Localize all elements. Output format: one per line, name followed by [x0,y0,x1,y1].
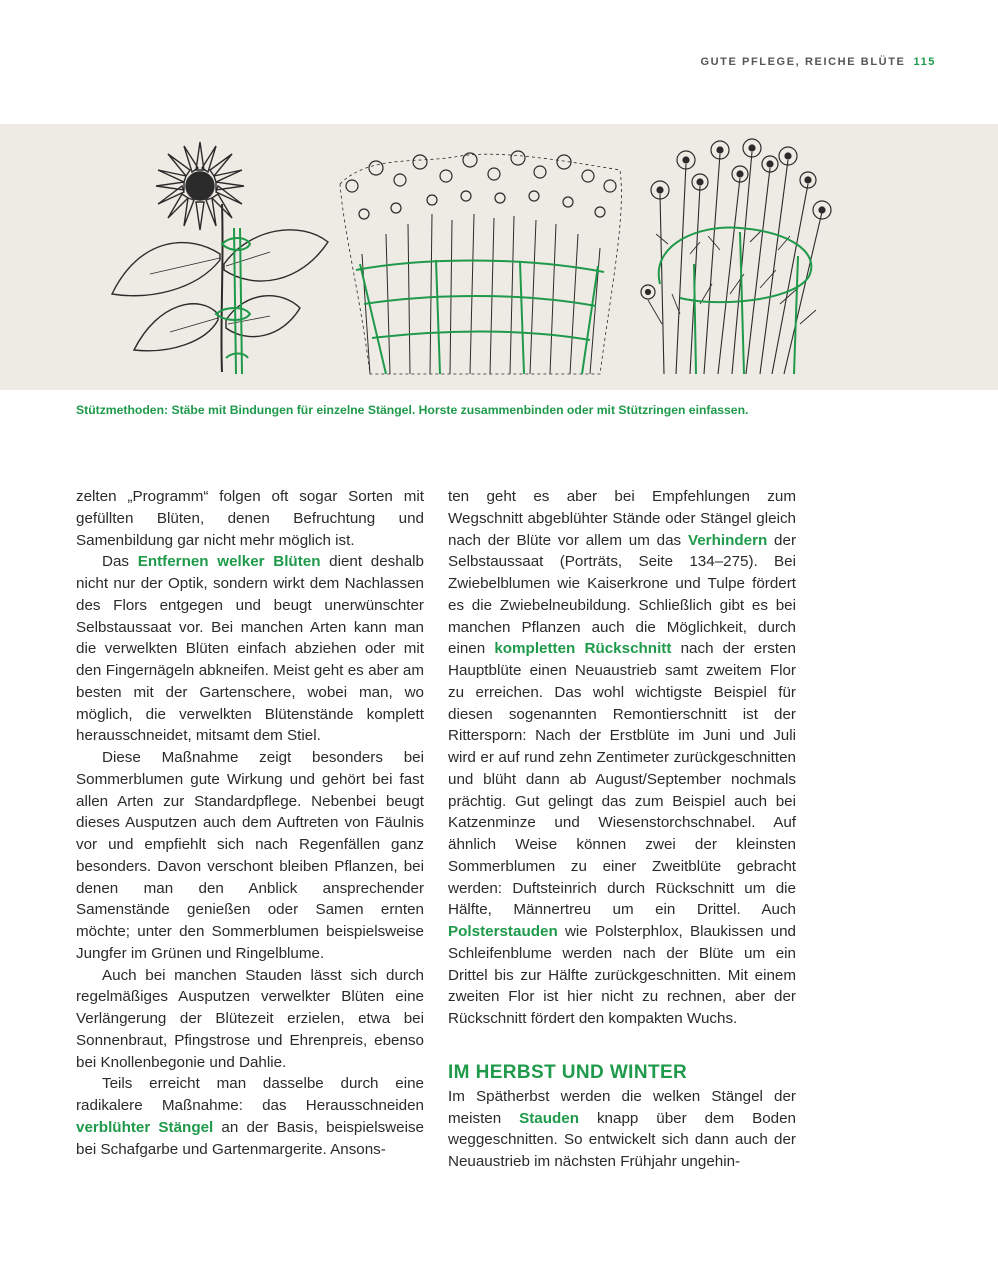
text-run: wie Polsterphlox, Blaukissen und Schleifenblume werden nach der Blüte um ein Drittel bis zur Hälfte zurückgeschnitten. Mit einem zweiten Flor ist hier nicht zu rechnen, aber der Rückschnitt fördert den kompakten Wuchs. [448,923,796,1027]
paragraph: zelten „Programm“ folgen oft sogar Sorten mit gefüllten Blüten, denen Befruchtung und Samenbildung gar nicht mehr möglich ist. [76,488,424,549]
running-head [700,56,936,68]
paragraph [76,1073,424,1160]
text-run: nach der ersten Hauptblüte einen Neuaustrieb samt zweitem Flor zu erreichen. Das wohl wichtigste Beispiel für diesen sogenannten Remontierschnitt ist der Rittersporn: Nach der Erstblüte im Juni und Juli wird er auf rund zehn Zentimeter zurückgeschnitten und blüht dann ab August/September nochmals prächtig. Gut gelingt das zum Beispiel auch bei Katzenminze und Wiesenstorchschnabel. Auf ähnlich Weise können zwei der kleinsten Sommerblumen zu einer Zweitblüte gebracht werden: Duftsteinrich durch Rückschnitt um die Hälfte, Männertreu um ein Drittel. Auch [448,640,796,919]
sunflower-panel [112,142,328,372]
text-run: Im Spätherbst werden die welken Stängel der meisten [448,1087,796,1127]
text-run: ten geht es aber bei Empfehlungen zum Wegschnitt abgeblühter Stände oder Stängel gleich nach der Blüte vor allem um das [448,488,796,549]
paragraph: Auch bei manchen Stauden lässt sich durch regelmäßiges Ausputzen verwelkter Blüten eine Verlängerung der Blütezeit erzielen, etwa bei Sonnenbraut, Pfingstrose und Ehrenpreis, ebenso bei Knollenbegonie und Dahlie. [76,966,424,1071]
support-methods-illustration [0,124,998,390]
paragraph [448,1086,796,1173]
right-column [448,486,796,1173]
paragraph [76,551,424,747]
paragraph [448,486,796,1030]
page-number: 115 [913,56,936,68]
highlight-term: Entfernen welker Blüten [137,553,321,571]
text-run: der Selbstaussaat (Porträts, Seite 134–275). Bei Zwiebelblumen wie Kaiserkrone und Tulpe fördert es die Zwiebelneubildung. Schließlich gibt es bei manchen Pflanzen auch die Möglichkeit, durch einen [448,531,797,658]
left-column [76,486,424,1160]
highlight-term: Verhindern [687,531,768,549]
text-run: an der Basis, beispielsweise bei Schafgarbe und Gartenmargerite. Ansons- [76,1118,424,1158]
ring-support-panel [641,139,831,374]
text-run: dient deshalb nicht nur der Optik, sondern wirkt dem Nachlassen des Flors entgegen und beugt unerwünschter Selbstaussaat vor. Bei manchen Arten kann man die verwelkten Blüten einfach abziehen oder mit den Fingernägeln abkneifen. Meist geht es aber am besten mit der Gartenschere, wobei man, wo möglich, die verwelkten Blütenstände komplett herausschneidet, mitsamt dem Stiel. [76,553,424,745]
highlight-term: verblühter Stängel [76,1118,214,1136]
paragraph: Diese Maßnahme zeigt besonders bei Sommerblumen gute Wirkung und gehört bei fast allen Arten zur Standardpflege. Nebenbei beugt dieses Ausputzen auch dem Auftreten von Fäulnis vor und empfiehlt sich nach Regenfällen ganz besonders. Davon verschont bleiben Pflanzen, bei denen man den Anblick ansprechender Samenstände genießen oder Samen ernten möchte; unter den Sommerblumen beispielsweise Jungfer im Grünen und Ringelblume. [76,749,424,962]
highlight-term: kompletten Rückschnitt [494,640,672,658]
text-run: Teils erreicht man dasselbe durch eine radikalere Maßnahme: das Herausschneiden [76,1075,424,1114]
text-run: Das [102,553,138,571]
perennial-clump-panel [340,151,621,374]
text-run: knapp über dem Boden weggeschnitten. So entwickelt sich dann auch der Neuaustrieb im nächsten Frühjahr ungehin- [448,1109,796,1170]
figure-caption: Stützmethoden: Stäbe mit Bindungen für einzelne Stängel. Horste zusammenbinden oder mit Stützringen einfassen. [76,403,749,417]
highlight-term: Polsterstauden [448,923,558,940]
running-head-title: GUTE PFLEGE, REICHE BLÜTE [700,56,906,68]
grid-support [356,260,604,374]
section-heading: IM HERBST UND WINTER [448,1061,688,1083]
highlight-term: Stauden [519,1109,580,1127]
